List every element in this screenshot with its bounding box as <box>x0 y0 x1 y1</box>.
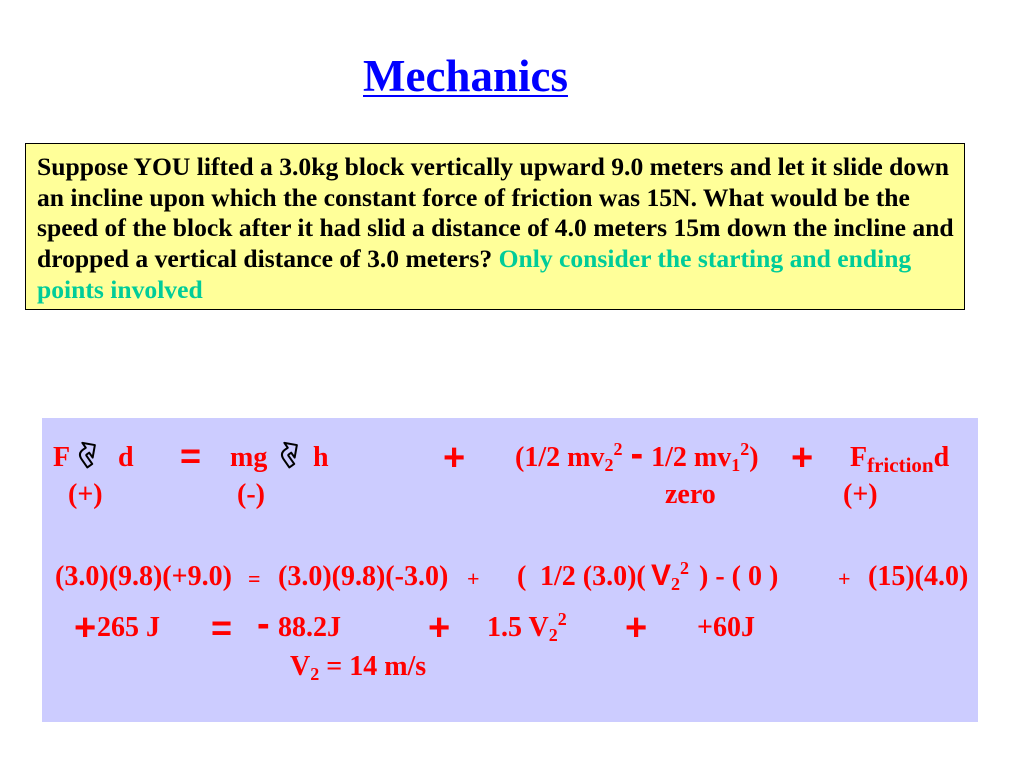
ke-close-paren: ) <box>749 442 759 473</box>
minus-sign: - <box>630 433 644 475</box>
curved-arrow-icon <box>276 438 302 468</box>
friction-result: +60J <box>697 612 755 643</box>
problem-box <box>25 143 965 310</box>
work-result: 265 J <box>97 612 160 643</box>
mg-term: mg <box>230 442 268 473</box>
velocity-subscript: 2 <box>310 664 320 684</box>
velocity-symbol: V <box>290 651 311 682</box>
ke-half-mass: 1/2 (3.0)( <box>540 561 646 592</box>
friction-sign: (+) <box>843 479 878 510</box>
problem-note: Only consider the starting and ending points involved <box>37 244 912 304</box>
ke-final-text: (1/2 mv <box>515 442 605 473</box>
friction-subscript: friction <box>867 453 934 477</box>
work-substitution: (3.0)(9.8)(+9.0) <box>55 561 232 592</box>
plus-sign: + <box>428 607 451 649</box>
plus-sign: + <box>625 607 648 649</box>
potential-energy-substitution: (3.0)(9.8)(-3.0) <box>278 561 449 592</box>
plus-sign: + <box>443 437 466 479</box>
potential-energy-result: 88.2J <box>278 612 341 643</box>
slide-title: Mechanics <box>363 51 568 101</box>
potential-energy-sign: (-) <box>237 479 265 510</box>
curved-arrow-icon <box>74 438 100 468</box>
answer-value: = 14 m/s <box>319 651 427 682</box>
velocity-symbol: V <box>651 559 672 592</box>
equals-sign: = <box>180 435 202 476</box>
force-symbol: F <box>53 442 71 473</box>
ke-initial-subscript: 1 <box>731 455 741 475</box>
plus-sign: + <box>838 566 851 591</box>
kinetic-energy-term <box>515 433 759 475</box>
kinetic-energy-result <box>487 609 567 645</box>
velocity-superscript: 2 <box>557 609 567 629</box>
plus-sign: + <box>791 437 814 479</box>
ke-open-paren: ( <box>517 561 527 592</box>
minus-sign: - <box>257 603 270 645</box>
final-answer <box>290 651 427 684</box>
friction-distance-symbol: d <box>933 442 950 473</box>
plus-sign: + <box>74 607 97 649</box>
kinetic-energy-note: zero <box>665 479 716 510</box>
work-sign: (+) <box>68 479 103 510</box>
equals-sign: = <box>211 607 233 648</box>
velocity-superscript: 2 <box>680 558 690 578</box>
problem-text: Suppose YOU lifted a 3.0kg block vertically upward 9.0 meters and let it slide down an incline upon which the constant force of friction was 15N. What would be the speed of the block after it had slid a distance of 4.0 meters 15m down the incline and dropped a vertical distance of 3.0 meters? <box>37 152 954 274</box>
ke-result-text: 1.5 V <box>487 612 549 643</box>
friction-term <box>850 442 950 477</box>
plus-sign: + <box>467 566 480 591</box>
ke-final-subscript: 2 <box>604 455 614 475</box>
velocity-subscript: 2 <box>671 574 681 594</box>
ke-final-superscript: 2 <box>613 439 623 459</box>
equals-sign: = <box>248 566 261 591</box>
ke-initial-superscript: 2 <box>740 439 750 459</box>
friction-force-symbol: F <box>850 442 868 473</box>
ke-initial-text: 1/2 mv <box>651 442 732 473</box>
solution-box <box>42 418 978 722</box>
ke-remainder: ) - ( 0 ) <box>699 561 779 592</box>
displacement-symbol: d <box>118 442 134 473</box>
height-symbol: h <box>313 442 329 473</box>
friction-substitution: (15)(4.0) <box>868 561 969 592</box>
ke-velocity-term <box>651 558 779 594</box>
velocity-subscript: 2 <box>548 625 558 645</box>
